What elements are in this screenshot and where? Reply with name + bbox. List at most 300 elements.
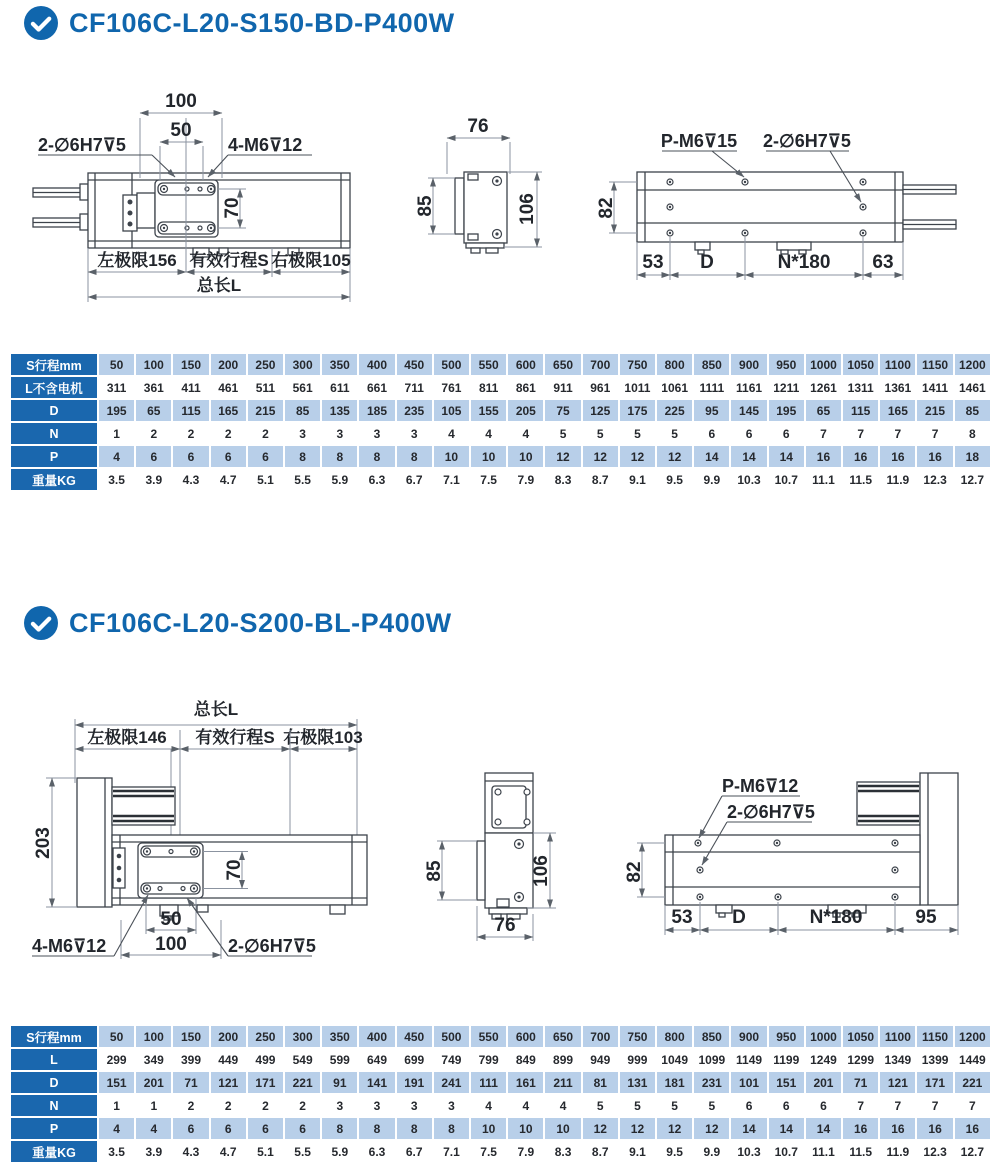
spec-cell: 200 <box>211 1026 246 1047</box>
spec-cell: 6 <box>285 1118 320 1139</box>
spec-cell: 461 <box>211 377 246 398</box>
spec-cell: 1361 <box>880 377 915 398</box>
left-limit-label: 左极限146 <box>87 728 167 747</box>
spec-cell: 4.7 <box>211 469 246 490</box>
spec-cell: 1249 <box>806 1049 841 1070</box>
p-tap-callout: P-M6⊽15 <box>660 131 738 151</box>
model-title: CF106C-L20-S200-BL-P400W <box>69 607 452 638</box>
spec-cell: 7 <box>843 1095 878 1116</box>
spec-row <box>11 1118 990 1139</box>
spec-cell: 235 <box>397 400 432 421</box>
spec-cell: 12 <box>545 446 580 467</box>
spec-cell: 850 <box>694 354 729 375</box>
spec-cell: 10 <box>434 446 469 467</box>
spec-cell: 1000 <box>806 354 841 375</box>
spec-cell: 449 <box>211 1049 246 1070</box>
spec-cell: 4 <box>136 1118 171 1139</box>
spec-cell: 7.5 <box>471 1141 506 1162</box>
spec-cell: 1311 <box>843 377 878 398</box>
spec-cell: 165 <box>211 400 246 421</box>
spec-cell: 4 <box>508 1095 543 1116</box>
spec-cell: 599 <box>322 1049 357 1070</box>
spec-cell: 1411 <box>917 377 952 398</box>
spec-cell: 3.9 <box>136 1141 171 1162</box>
spec-cell: 191 <box>397 1072 432 1093</box>
spec-cell: 4 <box>545 1095 580 1116</box>
total-length-label: 总长L <box>193 700 239 719</box>
spec-cell: 8.3 <box>545 469 580 490</box>
spec-cell: 250 <box>248 1026 283 1047</box>
spec-cell: 6 <box>136 446 171 467</box>
spec-cell: 6 <box>173 446 208 467</box>
dim-50: 50 <box>170 120 192 141</box>
spec-cell: 9.1 <box>620 469 655 490</box>
spec-cell: 911 <box>545 377 580 398</box>
spec-cell: 861 <box>508 377 543 398</box>
spec-cell: 4.3 <box>173 1141 208 1162</box>
spec-cell: 549 <box>285 1049 320 1070</box>
stroke-label: 有效行程S <box>195 728 275 747</box>
spec-cell: 4.3 <box>173 469 208 490</box>
spec-cell: 16 <box>843 1118 878 1139</box>
spec-cell: 3 <box>322 423 357 444</box>
spec-row <box>11 446 990 467</box>
spec-cell: 7.1 <box>434 1141 469 1162</box>
dim-106: 106 <box>531 855 553 887</box>
dim-N180: N*180 <box>777 252 831 273</box>
spec-cell: 10 <box>508 1118 543 1139</box>
spec-cell: 50 <box>99 354 134 375</box>
spec-cell: 10 <box>471 446 506 467</box>
spec-cell: 1349 <box>880 1049 915 1070</box>
spec-cell: 2 <box>248 1095 283 1116</box>
spec-cell: 1011 <box>620 377 655 398</box>
spec-cell: 81 <box>583 1072 618 1093</box>
spec-cell: 205 <box>508 400 543 421</box>
spec-cell: 8 <box>285 446 320 467</box>
spec-cell: 201 <box>806 1072 841 1093</box>
spec-cell: 8 <box>359 446 394 467</box>
spec-cell: 5.1 <box>248 1141 283 1162</box>
spec-cell: 75 <box>545 400 580 421</box>
spec-cell: 400 <box>359 354 394 375</box>
spec-cell: 749 <box>434 1049 469 1070</box>
spec-cell: 11.5 <box>843 1141 878 1162</box>
spec-cell: 649 <box>359 1049 394 1070</box>
spec-cell: 11.9 <box>880 1141 915 1162</box>
spec-cell: 311 <box>99 377 134 398</box>
spec-cell: 9.5 <box>657 469 692 490</box>
spec-cell: 225 <box>657 400 692 421</box>
spec-cell: 175 <box>620 400 655 421</box>
spec-cell: 8.7 <box>583 1141 618 1162</box>
spec-cell: 215 <box>248 400 283 421</box>
spec-cell: 3 <box>322 1095 357 1116</box>
spec-cell: 135 <box>322 400 357 421</box>
spec-cell: 115 <box>843 400 878 421</box>
dim-D: D <box>700 252 714 273</box>
spec-cell: 1150 <box>917 354 952 375</box>
spec-cell: 16 <box>880 1118 915 1139</box>
spec-cell: 1261 <box>806 377 841 398</box>
spec-cell: 10 <box>508 446 543 467</box>
spec-cell: 3 <box>397 423 432 444</box>
section-header-1 <box>24 6 455 40</box>
spec-cell: 1150 <box>917 1026 952 1047</box>
spec-cell: 215 <box>917 400 952 421</box>
spec-cell: 999 <box>620 1049 655 1070</box>
dim-85: 85 <box>415 195 437 217</box>
spec-cell: 6.3 <box>359 469 394 490</box>
spec-cell: 3 <box>359 1095 394 1116</box>
dim-76: 76 <box>467 116 489 137</box>
spec-table-1 <box>9 352 992 492</box>
spec-cell: 399 <box>173 1049 208 1070</box>
spec-cell: 8 <box>955 423 990 444</box>
spec-cell: 450 <box>397 354 432 375</box>
row-header: L <box>11 1049 97 1070</box>
spec-cell: 6 <box>694 423 729 444</box>
spec-cell: 2 <box>173 1095 208 1116</box>
spec-cell: 511 <box>248 377 283 398</box>
spec-cell: 131 <box>620 1072 655 1093</box>
spec-cell: 361 <box>136 377 171 398</box>
spec-cell: 12.3 <box>917 1141 952 1162</box>
spec-cell: 300 <box>285 354 320 375</box>
spec-row <box>11 400 990 421</box>
spec-row <box>11 1049 990 1070</box>
spec-cell: 7 <box>880 1095 915 1116</box>
technical-drawing-set-2 <box>0 680 1000 1020</box>
spec-cell: 1100 <box>880 1026 915 1047</box>
spec-cell: 91 <box>322 1072 357 1093</box>
spec-cell: 1211 <box>769 377 804 398</box>
spec-cell: 4 <box>508 423 543 444</box>
technical-drawing-set-1 <box>0 58 1000 352</box>
spec-cell: 500 <box>434 354 469 375</box>
spec-cell: 100 <box>136 354 171 375</box>
spec-cell: 5 <box>694 1095 729 1116</box>
spec-cell: 4 <box>471 423 506 444</box>
dim-50: 50 <box>160 909 182 930</box>
spec-cell: 800 <box>657 1026 692 1047</box>
dim-106: 106 <box>517 193 539 225</box>
spec-cell: 1111 <box>694 377 729 398</box>
spec-cell: 141 <box>359 1072 394 1093</box>
spec-cell: 171 <box>917 1072 952 1093</box>
spec-cell: 711 <box>397 377 432 398</box>
hole-callout: 2-∅6H7⊽5 <box>38 135 126 155</box>
spec-cell: 1449 <box>955 1049 990 1070</box>
spec-cell: 10.7 <box>769 469 804 490</box>
spec-cell: 450 <box>397 1026 432 1047</box>
spec-cell: 85 <box>955 400 990 421</box>
spec-cell: 1 <box>99 423 134 444</box>
model-title: CF106C-L20-S150-BD-P400W <box>69 7 455 38</box>
spec-cell: 899 <box>545 1049 580 1070</box>
spec-cell: 111 <box>471 1072 506 1093</box>
spec-cell: 231 <box>694 1072 729 1093</box>
dim-82: 82 <box>596 197 618 219</box>
spec-cell: 2 <box>248 423 283 444</box>
spec-row <box>11 1095 990 1116</box>
spec-cell: 5.5 <box>285 469 320 490</box>
end-view <box>415 116 542 253</box>
spec-cell: 849 <box>508 1049 543 1070</box>
hole-callout: 2-∅6H7⊽5 <box>763 131 851 151</box>
spec-cell: 1049 <box>657 1049 692 1070</box>
spec-cell: 8 <box>397 1118 432 1139</box>
spec-cell: 5 <box>620 423 655 444</box>
hole-callout: 2-∅6H7⊽5 <box>727 802 815 822</box>
spec-cell: 4 <box>99 1118 134 1139</box>
spec-cell: 12 <box>620 1118 655 1139</box>
spec-cell: 171 <box>248 1072 283 1093</box>
spec-cell: 5.9 <box>322 1141 357 1162</box>
spec-cell: 11.5 <box>843 469 878 490</box>
spec-cell: 5 <box>657 1095 692 1116</box>
spec-cell: 1161 <box>731 377 766 398</box>
spec-cell: 550 <box>471 1026 506 1047</box>
right-limit-label: 右极限105 <box>271 251 351 270</box>
spec-cell: 1199 <box>769 1049 804 1070</box>
spec-cell: 8.3 <box>545 1141 580 1162</box>
check-icon <box>24 606 58 640</box>
spec-cell: 900 <box>731 1026 766 1047</box>
spec-cell: 2 <box>211 423 246 444</box>
spec-cell: 16 <box>955 1118 990 1139</box>
spec-cell: 1099 <box>694 1049 729 1070</box>
spec-cell: 121 <box>880 1072 915 1093</box>
spec-cell: 650 <box>545 1026 580 1047</box>
spec-cell: 115 <box>173 400 208 421</box>
row-header: P <box>11 1118 97 1139</box>
spec-cell: 12.7 <box>955 1141 990 1162</box>
spec-cell: 6.7 <box>397 469 432 490</box>
spec-cell: 10.7 <box>769 1141 804 1162</box>
spec-cell: 14 <box>694 446 729 467</box>
spec-row <box>11 469 990 490</box>
spec-cell: 7.9 <box>508 469 543 490</box>
spec-cell: 7.5 <box>471 469 506 490</box>
spec-cell: 1399 <box>917 1049 952 1070</box>
spec-cell: 5 <box>583 1095 618 1116</box>
dim-100: 100 <box>155 934 187 955</box>
spec-cell: 195 <box>769 400 804 421</box>
base-view <box>596 131 956 280</box>
spec-cell: 3 <box>359 423 394 444</box>
spec-cell: 700 <box>583 354 618 375</box>
spec-cell: 400 <box>359 1026 394 1047</box>
spec-cell: 161 <box>508 1072 543 1093</box>
spec-cell: 6 <box>769 1095 804 1116</box>
section-header-2 <box>24 606 452 640</box>
spec-row <box>11 1141 990 1162</box>
spec-cell: 9.5 <box>657 1141 692 1162</box>
spec-cell: 6 <box>806 1095 841 1116</box>
row-header: N <box>11 1095 97 1116</box>
spec-cell: 11.1 <box>806 469 841 490</box>
dim-70: 70 <box>224 859 246 881</box>
total-length-label: 总长L <box>196 276 242 295</box>
spec-cell: 11.1 <box>806 1141 841 1162</box>
spec-cell: 221 <box>955 1072 990 1093</box>
spec-cell: 1000 <box>806 1026 841 1047</box>
dim-203: 203 <box>33 827 55 859</box>
hole-callout: 2-∅6H7⊽5 <box>228 936 316 956</box>
spec-cell: 8 <box>434 1118 469 1139</box>
spec-cell: 349 <box>136 1049 171 1070</box>
spec-cell: 221 <box>285 1072 320 1093</box>
spec-cell: 9.9 <box>694 469 729 490</box>
spec-cell: 1200 <box>955 354 990 375</box>
spec-cell: 195 <box>99 400 134 421</box>
spec-cell: 500 <box>434 1026 469 1047</box>
spec-cell: 411 <box>173 377 208 398</box>
spec-cell: 14 <box>769 1118 804 1139</box>
spec-cell: 850 <box>694 1026 729 1047</box>
spec-cell: 2 <box>173 423 208 444</box>
spec-cell: 800 <box>657 354 692 375</box>
base-view <box>624 773 958 935</box>
spec-cell: 10 <box>471 1118 506 1139</box>
spec-cell: 1050 <box>843 1026 878 1047</box>
spec-cell: 1061 <box>657 377 692 398</box>
row-header: S行程mm <box>11 354 97 375</box>
spec-cell: 7.1 <box>434 469 469 490</box>
spec-cell: 101 <box>731 1072 766 1093</box>
spec-cell: 8 <box>359 1118 394 1139</box>
spec-cell: 12 <box>583 446 618 467</box>
spec-cell: 10.3 <box>731 1141 766 1162</box>
spec-cell: 750 <box>620 1026 655 1047</box>
spec-cell: 799 <box>471 1049 506 1070</box>
dim-76: 76 <box>494 915 516 936</box>
spec-cell: 12 <box>583 1118 618 1139</box>
spec-cell: 761 <box>434 377 469 398</box>
spec-cell: 185 <box>359 400 394 421</box>
spec-cell: 9.9 <box>694 1141 729 1162</box>
spec-cell: 16 <box>917 1118 952 1139</box>
spec-cell: 150 <box>173 354 208 375</box>
spec-cell: 1461 <box>955 377 990 398</box>
spec-cell: 961 <box>583 377 618 398</box>
spec-cell: 1 <box>136 1095 171 1116</box>
spec-cell: 5 <box>583 423 618 444</box>
spec-cell: 6.3 <box>359 1141 394 1162</box>
screw-callout: 4-M6⊽12 <box>228 135 303 155</box>
spec-cell: 100 <box>136 1026 171 1047</box>
spec-cell: 211 <box>545 1072 580 1093</box>
dim-53: 53 <box>642 252 664 273</box>
spec-cell: 125 <box>583 400 618 421</box>
spec-cell: 151 <box>769 1072 804 1093</box>
spec-cell: 12 <box>657 446 692 467</box>
dim-100: 100 <box>165 91 197 112</box>
spec-cell: 12.3 <box>917 469 952 490</box>
spec-cell: 6 <box>731 1095 766 1116</box>
spec-cell: 949 <box>583 1049 618 1070</box>
end-view <box>424 773 556 941</box>
p-tap-callout: P-M6⊽12 <box>722 776 799 796</box>
spec-cell: 105 <box>434 400 469 421</box>
spec-cell: 12 <box>657 1118 692 1139</box>
spec-cell: 661 <box>359 377 394 398</box>
spec-cell: 7 <box>917 423 952 444</box>
spec-cell: 6 <box>211 446 246 467</box>
spec-cell: 85 <box>285 400 320 421</box>
spec-cell: 6.7 <box>397 1141 432 1162</box>
spec-cell: 11.9 <box>880 469 915 490</box>
spec-cell: 95 <box>694 400 729 421</box>
row-header: L不含电机 <box>11 377 97 398</box>
spec-cell: 16 <box>917 446 952 467</box>
spec-cell: 1100 <box>880 354 915 375</box>
spec-cell: 65 <box>136 400 171 421</box>
spec-cell: 811 <box>471 377 506 398</box>
spec-cell: 611 <box>322 377 357 398</box>
spec-cell: 1 <box>99 1095 134 1116</box>
spec-cell: 950 <box>769 1026 804 1047</box>
spec-cell: 7 <box>806 423 841 444</box>
spec-cell: 4.7 <box>211 1141 246 1162</box>
spec-row <box>11 1026 990 1047</box>
row-header: 重量KG <box>11 1141 97 1162</box>
dim-63: 63 <box>872 252 894 273</box>
spec-cell: 750 <box>620 354 655 375</box>
spec-cell: 150 <box>173 1026 208 1047</box>
spec-cell: 50 <box>99 1026 134 1047</box>
spec-cell: 2 <box>211 1095 246 1116</box>
spec-cell: 8 <box>397 446 432 467</box>
dim-D: D <box>732 907 746 928</box>
spec-cell: 201 <box>136 1072 171 1093</box>
spec-cell: 6 <box>211 1118 246 1139</box>
spec-cell: 10 <box>545 1118 580 1139</box>
spec-cell: 151 <box>99 1072 134 1093</box>
spec-cell: 5 <box>657 423 692 444</box>
spec-cell: 3.5 <box>99 469 134 490</box>
row-header: D <box>11 1072 97 1093</box>
spec-cell: 561 <box>285 377 320 398</box>
spec-cell: 2 <box>285 1095 320 1116</box>
spec-cell: 900 <box>731 354 766 375</box>
spec-cell: 5.9 <box>322 469 357 490</box>
spec-cell: 350 <box>322 354 357 375</box>
spec-cell: 6 <box>173 1118 208 1139</box>
spec-cell: 4 <box>471 1095 506 1116</box>
spec-cell: 181 <box>657 1072 692 1093</box>
row-header: P <box>11 446 97 467</box>
spec-cell: 650 <box>545 354 580 375</box>
spec-cell: 16 <box>880 446 915 467</box>
spec-row <box>11 1072 990 1093</box>
plan-view <box>33 91 351 302</box>
spec-cell: 16 <box>806 446 841 467</box>
dim-85: 85 <box>424 860 446 882</box>
spec-cell: 10.3 <box>731 469 766 490</box>
spec-cell: 7.9 <box>508 1141 543 1162</box>
row-header: N <box>11 423 97 444</box>
spec-cell: 499 <box>248 1049 283 1070</box>
spec-cell: 5 <box>620 1095 655 1116</box>
dim-53: 53 <box>671 907 693 928</box>
spec-cell: 1299 <box>843 1049 878 1070</box>
spec-cell: 4 <box>434 423 469 444</box>
spec-cell: 7 <box>955 1095 990 1116</box>
stroke-label: 有效行程S <box>189 251 269 270</box>
row-header: S行程mm <box>11 1026 97 1047</box>
